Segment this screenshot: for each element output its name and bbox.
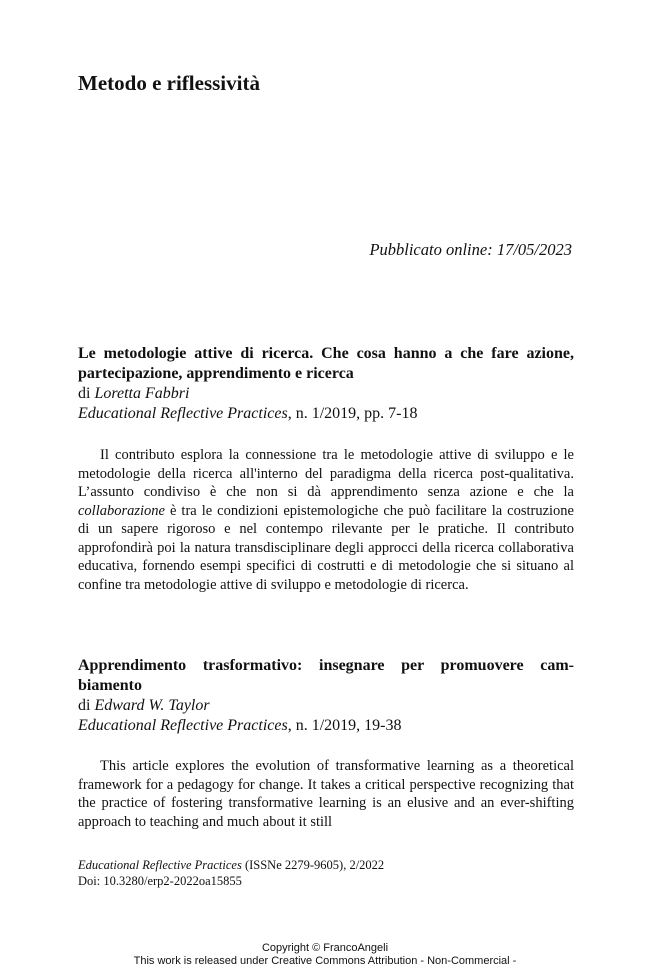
journal-name: Educational Reflective Practices (78, 405, 288, 422)
article-citation (78, 404, 574, 424)
footer-journal-name: Educational Reflective Practices (78, 858, 242, 872)
author-name: Loretta Fabbri (94, 385, 190, 402)
section-title: Metodo e riflessività (78, 71, 260, 95)
abstract-text: This article explores the evolution of transformative learning as a theoretical framework for a pedagogy for change. It takes a critical perspective recognizing that the practice of fostering transformative learning is an elusive and an ever-shifting approach to teaching and much about it still (78, 758, 574, 830)
author-name: Edward W. Taylor (94, 697, 210, 714)
copyright-line: Copyright © FrancoAngeli (261, 942, 389, 954)
footer-issn: (ISSNe 2279-9605), 2/2022 (241, 858, 385, 872)
article-title: Le metodologie attive di ricerca. Che cosa hanno a che fare azione, partecipazione, apprendimento e ricerca (78, 345, 574, 382)
abstract-text: è tra le condizioni epistemologiche che può facilitare la costruzione di un sapere rigoroso e nel contempo rilevante per le pratiche. Il contributo approfondirà poi la natura transdisciplinare degli approcci della ricerca collaborativa educativa, fornendo esempi specifici di costrutti e di metodologie che si situano al confine tra metodologie attive di sviluppo e metodologie di ricerca. (78, 502, 574, 593)
article-citation (78, 716, 574, 736)
abstract-emphasis: collaborazione (78, 502, 165, 519)
page-footer (78, 857, 384, 889)
article-author-line (78, 696, 574, 716)
article-title: Apprendimento trasformativo: insegnare per promuovere cam-biamento (78, 657, 574, 694)
footer-doi: Doi: 10.3280/erp2-2022oa15855 (78, 874, 242, 888)
publication-date: Pubblicato online: 17/05/2023 (369, 240, 572, 259)
author-prefix: di (78, 697, 91, 714)
article-abstract (78, 446, 574, 594)
copyright-notice (0, 942, 650, 968)
citation-details: , n. 1/2019, pp. 7-18 (287, 405, 418, 422)
article-author-line (78, 384, 574, 404)
author-prefix: di (78, 385, 91, 402)
citation-details: , n. 1/2019, 19-38 (287, 717, 402, 734)
article-abstract (78, 757, 574, 831)
journal-name: Educational Reflective Practices (78, 717, 288, 734)
abstract-text: Il contributo esplora la connessione tra le metodologie attive di sviluppo e le metodologie della ricerca all'interno del paradigma della ricerca post-qualitativa. L’assunto condiviso è che non si dà apprendimento senza azione e che la (78, 447, 574, 500)
license-line: This work is released under Creative Commons Attribution - Non-Commercial - (133, 955, 517, 967)
